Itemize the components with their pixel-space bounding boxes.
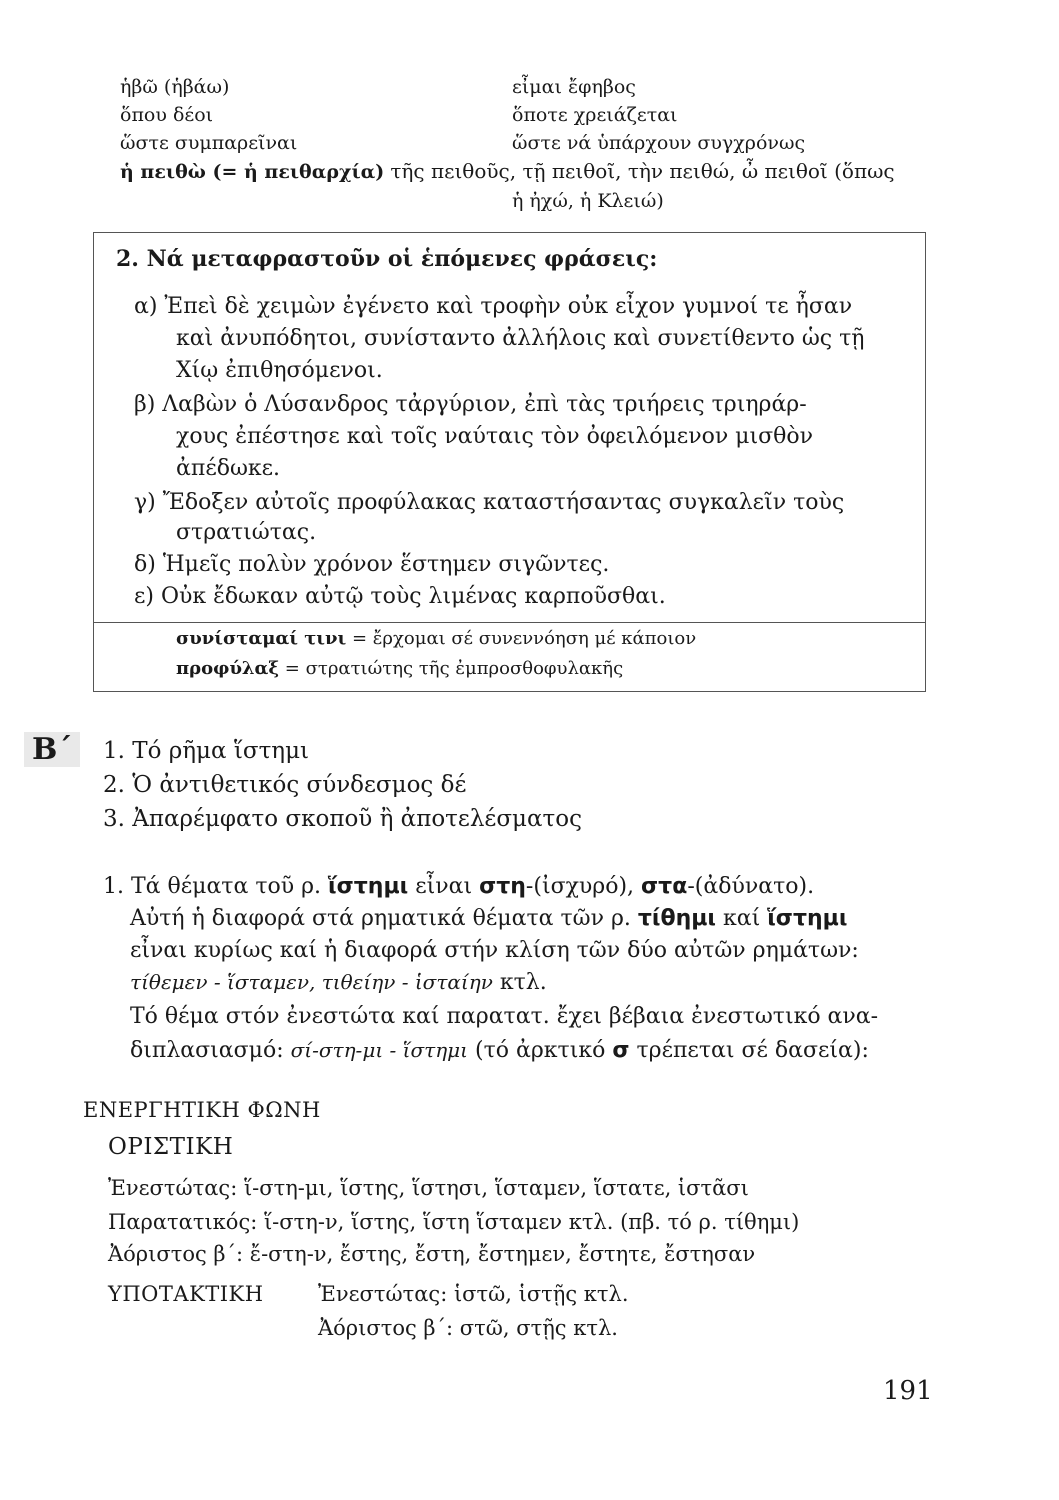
para-l2-b: τίθημι (637, 906, 717, 931)
para-l6-a: διπλασιασμό: (130, 1038, 291, 1063)
vocab-gloss-1: εἶμαι ἔφηβος (512, 76, 636, 98)
vocab-term-3: ὥστε συμπαρεῖναι (120, 132, 298, 154)
mood-heading-subjunctive: ΥΠΟΤΑΚΤΙΚΗ (108, 1282, 264, 1306)
section-marker: Β΄ (24, 732, 80, 767)
vocab-gloss-2: ὅποτε χρειάζεται (512, 104, 678, 126)
para-line-5: Τό θέμα στόν ἐνεστώτα καί παρατατ. ἔχει βέβαια ἐνεστωτικό ανα- (130, 1004, 879, 1029)
box-vocab-gloss-1: = ἔρχομαι σέ συνεννόηση μέ κάποιον (351, 628, 697, 649)
para-l1-e: -(ἰσχυρό), (525, 874, 642, 899)
box-vocab-term-1: συνίσταμαί τινι (176, 628, 347, 649)
exercise-line-10: ε) Οὐκ ἔδωκαν αὐτῷ τοὺς λιμένας καρποῦσθαι. (134, 584, 666, 609)
para-line-2 (130, 906, 847, 931)
exercise-line-4: β) Λαβὼν ὁ Λύσανδρος τἀργύριον, ἐπὶ τὰς τριήρεις τριηράρ- (134, 392, 807, 417)
para-l1-a: 1. Τά θέματα τοῦ ρ. (103, 874, 329, 899)
subj-row-2: Ἀόριστος β΄: στῶ, στῇς κτλ. (318, 1316, 618, 1340)
para-l1-g: -(ἀδύνατο). (687, 874, 815, 899)
vocab-peitho-forms: τῆς πειθοῦς, τῇ πειθοῖ, τὴν πειθώ, ὦ πειθοῖ (ὅπως (390, 159, 895, 183)
para-l1-b: ἵστημι (328, 874, 409, 899)
para-l6-e: τρέπεται σέ δασεία): (629, 1038, 869, 1063)
para-l1-c: εἶναι (408, 874, 480, 899)
para-l6-c: (τό ἀρκτικό (468, 1038, 613, 1063)
para-l2-d: ἵστημι (767, 906, 848, 931)
vocab-term-1: ἡβῶ (ἡβάω) (120, 76, 230, 98)
box-vocab-term-2: προφύλαξ (176, 658, 280, 679)
exercise-title: 2. Νά μεταφραστοῦν οἱ ἑπόμενες φράσεις: (116, 246, 658, 272)
conj-row-2: Παρατατικός: ἵ-στη-ν, ἵστης, ἵστη ἵσταμεν κτλ. (πβ. τό ρ. τίθημι) (108, 1210, 800, 1234)
voice-heading: ΕΝΕΡΓΗΤΙΚΗ ΦΩΝΗ (83, 1098, 321, 1122)
conj-row-1: Ἐνεστώτας: ἵ-στη-μι, ἵστης, ἵστησι, ἵσταμεν, ἵστατε, ἱστᾶσι (108, 1176, 749, 1200)
exercise-line-9: δ) Ἡμεῖς πολὺν χρόνον ἕστημεν σιγῶντες. (134, 552, 610, 577)
para-line-6 (130, 1038, 869, 1063)
mood-heading-indicative: ΟΡΙΣΤΙΚΗ (108, 1134, 234, 1160)
para-l2-a: Αὐτή ἡ διαφορά στά ρηματικά θέματα τῶν ρ. (130, 906, 638, 931)
exercise-box-divider (93, 622, 926, 623)
exercise-line-2: καὶ ἀνυπόδητοι, συνίσταντο ἀλλήλοις καὶ συνετίθεντο ὡς τῇ (176, 326, 865, 351)
para-line-3: εἶναι κυρίως καί ἡ διαφορά στήν κλίση τῶν δύο αὐτῶν ρημάτων: (130, 938, 859, 963)
para-l4-b: κτλ. (492, 970, 547, 995)
para-l4-a: τίθεμεν - ἵσταμεν, τιθείην - ἱσταίην (130, 970, 493, 994)
vocab-peitho-line (120, 158, 895, 185)
para-line-4 (130, 970, 547, 995)
vocab-peitho-term: ἡ πειθὼ (= ἡ πειθαρχία) (120, 161, 385, 183)
box-vocab-2 (176, 658, 623, 679)
para-l6-d: σ (612, 1038, 630, 1063)
topic-2: 2. Ὁ ἀντιθετικός σύνδεσμος δέ (103, 772, 467, 798)
para-l2-c: καί (716, 906, 768, 931)
para-l1-f: στα (641, 874, 688, 899)
exercise-line-3: Χίῳ ἐπιθησόμενοι. (176, 358, 383, 383)
exercise-line-5: χους ἐπέστησε καὶ τοῖς ναύταις τὸν ὀφειλόμενον μισθὸν (176, 424, 813, 449)
para-l1-d: στη (479, 874, 526, 899)
subj-row-1: Ἐνεστώτας: ἱστῶ, ἱστῇς κτλ. (318, 1282, 629, 1306)
topic-1: 1. Τό ρῆμα ἵστημι (103, 738, 310, 764)
vocab-term-2: ὅπου δέοι (120, 104, 214, 126)
exercise-line-1: α) Ἐπεὶ δὲ χειμὼν ἐγένετο καὶ τροφὴν οὐκ εἶχον γυμνοί τε ἦσαν (134, 294, 853, 319)
box-vocab-1 (176, 628, 696, 649)
vocab-peitho-forms-cont: ἡ ἠχώ, ἡ Κλειώ) (512, 190, 664, 212)
conj-row-3: Ἀόριστος β΄: ἔ-στη-ν, ἔστης, ἔστη, ἔστημεν, ἔστητε, ἔστησαν (108, 1242, 756, 1266)
box-vocab-gloss-2: = στρατιώτης τῆς ἐμπροσθοφυλακῆς (284, 658, 624, 679)
vocab-gloss-3: ὥστε νά ὑπάρχουν συγχρόνως (512, 132, 806, 154)
page-number: 191 (883, 1376, 933, 1406)
topic-3: 3. Ἀπαρέμφατο σκοποῦ ἢ ἀποτελέσματος (103, 806, 582, 832)
exercise-line-8: στρατιώτας. (176, 520, 317, 545)
exercise-line-6: ἀπέδωκε. (176, 456, 281, 481)
para-l6-b: σί-στη-μι - ἵστημι (290, 1038, 469, 1062)
para-line-1 (103, 874, 814, 899)
exercise-line-7: γ) Ἔδοξεν αὐτοῖς προφύλακας καταστήσαντας συγκαλεῖν τοὺς (134, 490, 845, 515)
